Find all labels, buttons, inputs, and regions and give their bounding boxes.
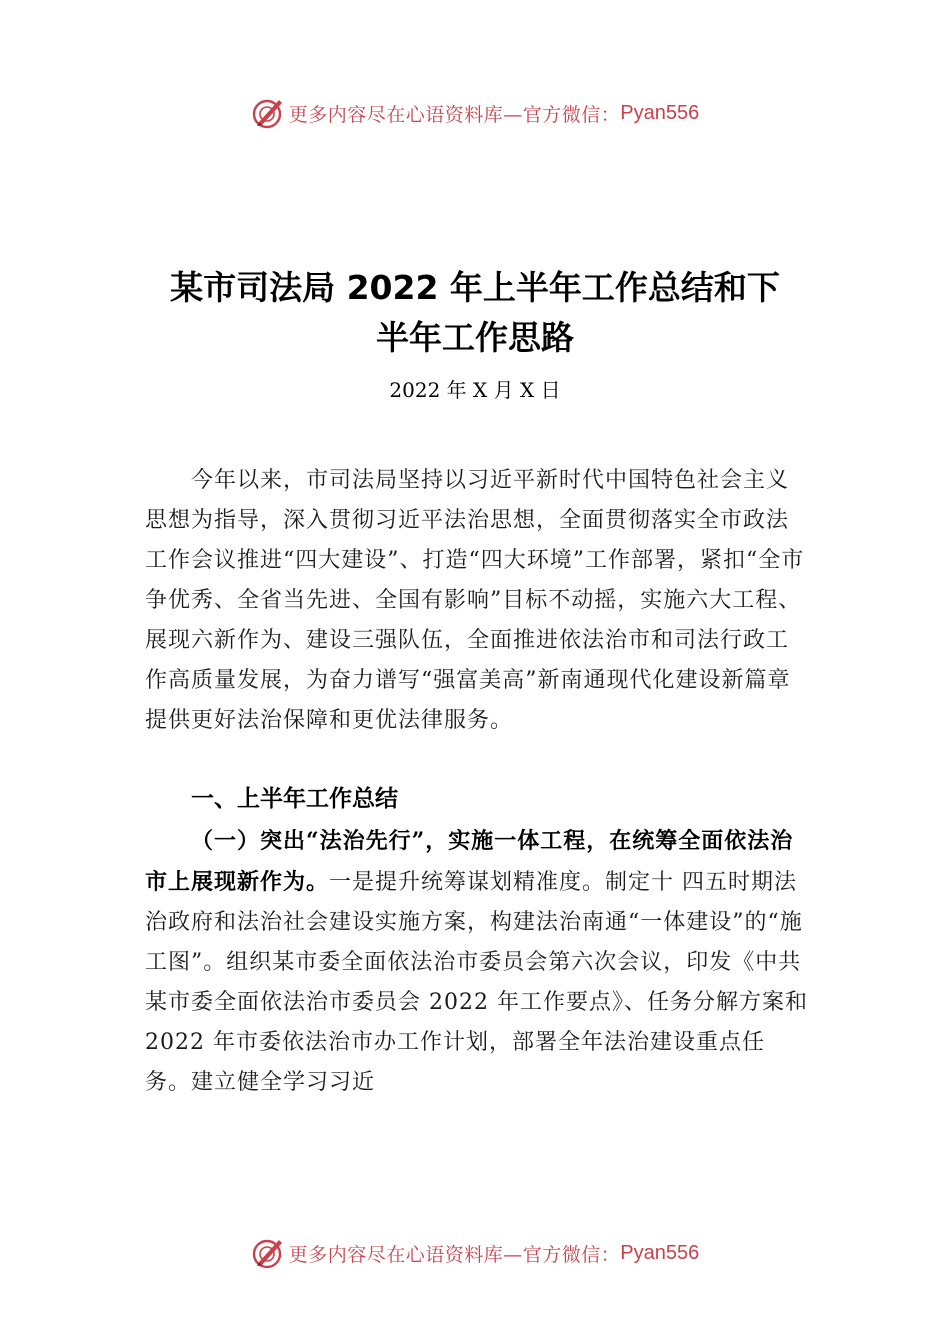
document-title-line-1: 某市司法局 2022 年上半年工作总结和下 xyxy=(170,268,780,307)
pen-logo-icon xyxy=(251,1236,285,1270)
document-title-line-2: 半年工作思路 xyxy=(376,318,574,357)
section-heading-1: 一、上半年工作总结 xyxy=(191,786,398,812)
watermark-text: 更多内容尽在心语资料库—官方微信： xyxy=(288,1243,621,1266)
subsection-lead: （一）突出“法治先行”，实施一体工程，在统筹全面依法治市上展现新作为。 xyxy=(145,828,794,895)
document-date: 2022 年 X 月 X 日 xyxy=(389,378,561,402)
pen-logo-icon xyxy=(251,96,285,130)
subsection-text: 一是提升统筹谋划精准度。制定十 四五时期法治政府和法治社会建设实施方案，构建法治南通“一体建设”的“施工图”。组织某市委全面依法治市委员会第六次会议，印发《中共某市委全面依法治市委员会 2022 年工作要点》、任务分解方案和 2022 年市委依法治市办工作计划，部署全年法治建设重点任务。建立健全学习习近 xyxy=(145,870,808,1095)
watermark-banner-bottom xyxy=(0,1233,950,1273)
intro-paragraph: 今年以来，市司法局坚持以习近平新时代中国特色社会主义思想为指导，深入贯彻习近平法治思想，全面贯彻落实全市政法工作会议推进“四大建设”、打造“四大环境”工作部署，紧扣“全市争优秀、全省当先进、全国有影响”目标不动摇，实施六大工程、展现六新作为、建设三强队伍，全面推进依法治市和司法行政工作高质量发展，为奋力谱写“强富美高”新南通现代化建设新篇章提供更好法治保障和更优法律服务。 xyxy=(145,468,805,733)
subsection-paragraph-1 xyxy=(145,821,809,1103)
watermark-account: Pyan556 xyxy=(620,101,700,124)
watermark-account: Pyan556 xyxy=(620,1241,700,1264)
watermark-text: 更多内容尽在心语资料库—官方微信： xyxy=(288,103,621,126)
watermark-banner-top xyxy=(0,93,950,133)
